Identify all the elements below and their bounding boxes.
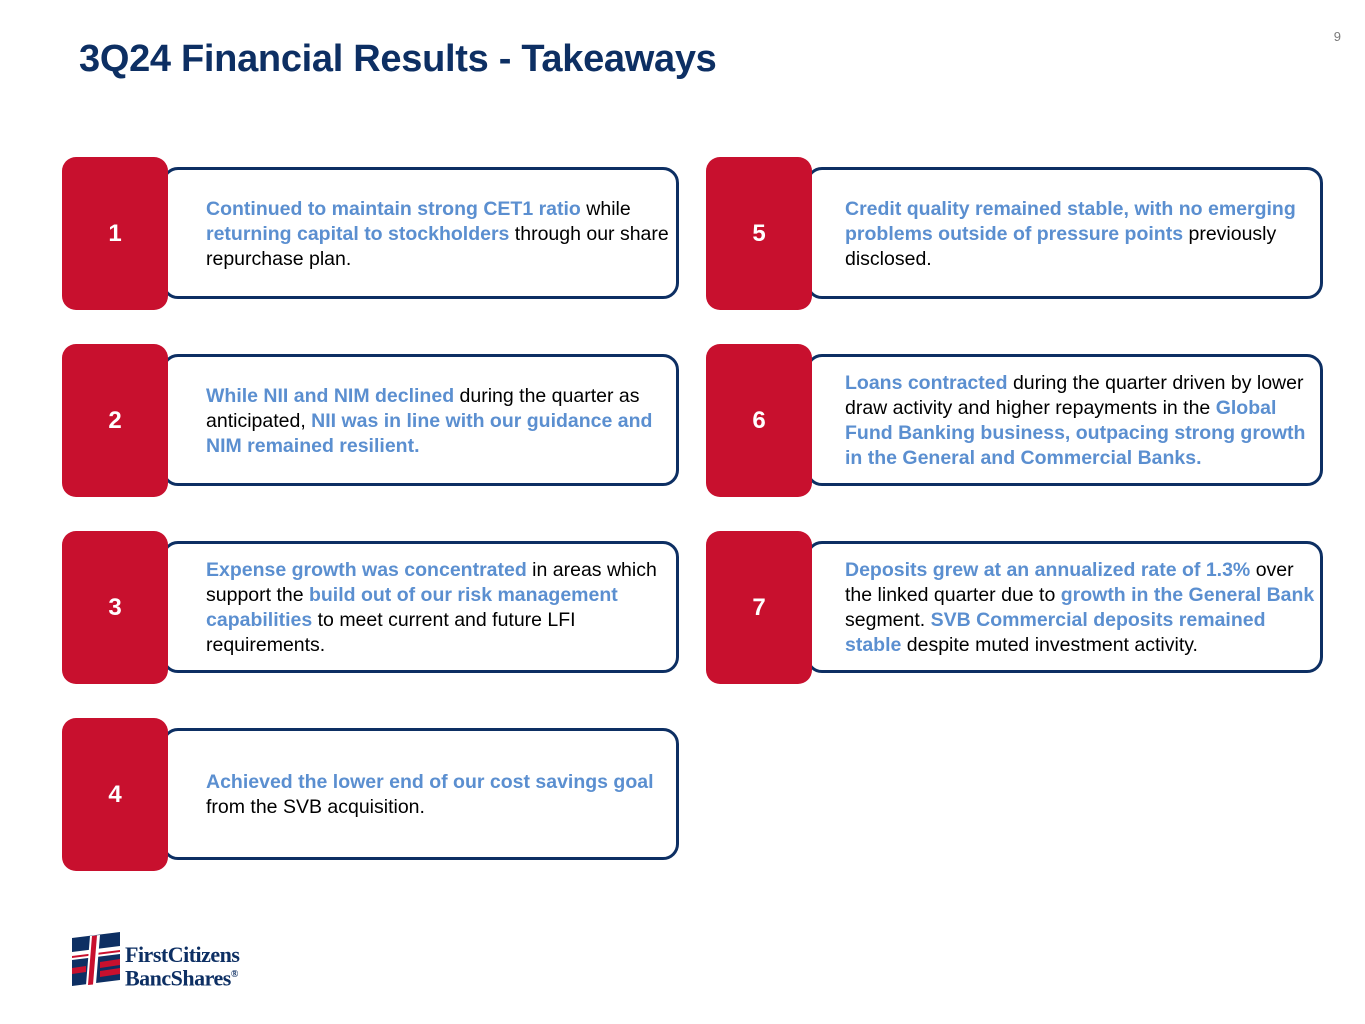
highlighted-phrase: Global Fund Banking business, outpacing strong growth in the General and Commercial Banks. [845,396,1306,469]
takeaway-number-badge: 4 [62,718,168,871]
takeaway-number-badge: 3 [62,531,168,684]
body-phrase: while [580,197,631,220]
highlighted-phrase: Loans contracted [845,371,1008,394]
page-number: 9 [1333,29,1341,44]
takeaway-number-badge: 1 [62,157,168,310]
body-phrase: during the quarter driven by lower draw activity and higher repayments in the [845,371,1304,419]
takeaway-number-badge: 2 [62,344,168,497]
body-phrase: to meet current and future LFI requirements. [206,609,576,656]
highlighted-phrase: While NII and NIM declined [206,384,455,407]
takeaway-number-badge: 7 [706,531,812,684]
highlighted-phrase: Continued to maintain strong CET1 ratio [206,197,581,220]
highlighted-phrase: growth in the General Bank [1060,583,1315,606]
flag-logo-icon [70,932,122,986]
body-phrase: during the quarter as anticipated, [206,384,640,432]
page-title: 3Q24 Financial Results - Takeaways [79,38,717,80]
highlighted-phrase: Credit quality remained stable, with no emerging problems outside of pressure points [845,197,1296,245]
logo-line-2: BancShares® [125,965,238,991]
takeaway-card-3 [62,531,679,686]
takeaway-text [845,169,1315,299]
highlighted-phrase: Achieved the lower end of our cost savings goal [206,771,654,793]
highlighted-phrase: Deposits grew at an annualized rate of 1.3% [845,558,1251,581]
takeaway-number-badge: 6 [706,344,812,497]
takeaway-text [845,344,1315,497]
takeaway-card-1 [62,157,679,312]
body-phrase: from the SVB acquisition. [206,796,425,818]
highlighted-phrase: Expense growth was concentrated [206,559,527,581]
first-citizens-logo [70,932,260,991]
body-phrase: segment. [845,608,931,631]
body-phrase: despite muted investment activity. [901,633,1198,656]
takeaway-card-6 [706,344,1323,499]
body-phrase: previously disclosed. [845,222,1277,270]
body-phrase: in areas which support the [206,559,657,606]
body-phrase: through our share repurchase plan. [206,222,669,270]
takeaway-text [206,543,676,673]
logo-line-1: FirstCitizens [125,942,240,967]
takeaway-card-2 [62,344,679,499]
highlighted-phrase: build out of our risk management capabilities [206,584,618,631]
takeaway-text [206,730,676,860]
body-phrase: over the linked quarter due to [845,558,1294,606]
takeaway-card-7 [706,531,1323,686]
takeaway-text [206,169,676,299]
highlighted-phrase: returning capital to stockholders [206,222,510,245]
takeaway-number-badge: 5 [706,157,812,310]
logo-wordmark [125,942,240,991]
takeaway-text [845,531,1315,684]
takeaway-card-4 [62,718,679,873]
takeaway-text [206,356,676,486]
highlighted-phrase: SVB Commercial deposits remained stable [845,608,1266,656]
takeaway-card-5 [706,157,1323,312]
highlighted-phrase: NII was in line with our guidance and NIM remained resilient. [206,409,653,457]
